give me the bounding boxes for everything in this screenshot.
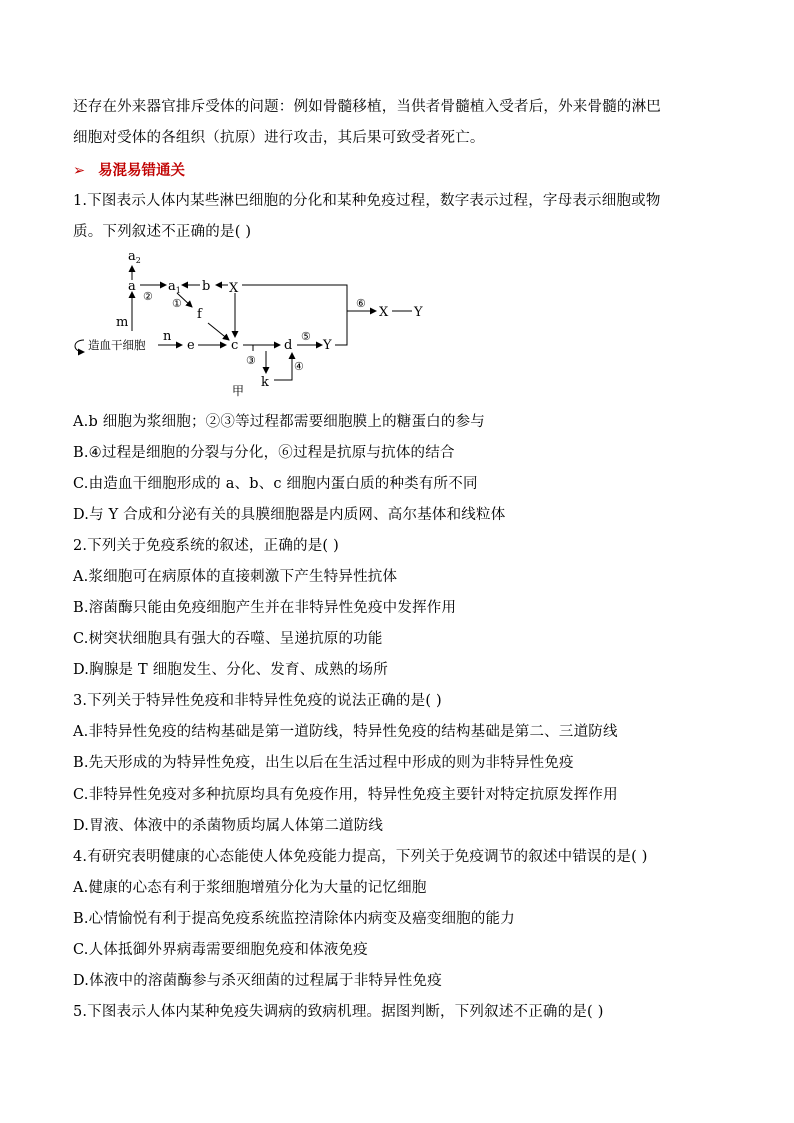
- step-5: ⑤: [301, 330, 311, 343]
- q1-stem-line-2: 质。下列叙述不正确的是( ): [73, 224, 252, 240]
- intro-line-2: 细胞对受体的各组织（抗原）进行攻击，其后果可致受者死亡。: [73, 130, 485, 146]
- label-c: c: [231, 338, 239, 353]
- label-x-right: X: [379, 305, 389, 320]
- q2-option-c: C.树突状细胞具有强大的吞噬、呈递抗原的功能: [73, 631, 383, 647]
- step-2: ②: [143, 290, 153, 303]
- q3-option-d: D.胃液、体液中的杀菌物质均属人体第二道防线: [73, 818, 384, 834]
- q2-option-a: A.浆细胞可在病原体的直接刺激下产生特异性抗体: [73, 569, 398, 585]
- q2-option-d: D.胸腺是 T 细胞发生、分化、发育、成熟的场所: [73, 662, 388, 678]
- arrow-f-to-c: [208, 323, 229, 340]
- step-3: ③: [246, 354, 256, 367]
- q4-option-b: B.心情愉悦有利于提高免疫系统监控清除体内病变及癌变细胞的能力: [73, 911, 515, 927]
- label-a: a: [128, 279, 136, 294]
- label-a2: $a_2$: [128, 249, 141, 265]
- connector-y-right: [335, 308, 347, 345]
- connector-x-top: [242, 285, 347, 308]
- intro-line-1: 还存在外来器官排斥受体的问题：例如骨髓移植，当供者骨髓植入受者后，外来骨髓的淋巴: [73, 99, 661, 115]
- q4-option-d: D.体液中的溶菌酶参与杀灭细菌的过程属于非特异性免疫: [73, 973, 442, 989]
- label-m: m: [116, 315, 129, 330]
- label-k: k: [261, 375, 269, 390]
- q4-option-c: C.人体抵御外界病毒需要细胞免疫和体液免疫: [73, 942, 368, 958]
- step-1: ①: [172, 297, 182, 310]
- q1-option-b: B.④过程是细胞的分裂与分化，⑥过程是抗原与抗体的结合: [73, 445, 455, 461]
- immune-process-diagram: [70, 248, 470, 398]
- q3-option-b: B.先天形成的为特异性免疫，出生以后在生活过程中形成的则为非特异性免疫: [73, 755, 574, 771]
- label-y-right: Y: [414, 305, 423, 320]
- q3-stem: 3.下列关于特异性免疫和非特异性免疫的说法正确的是( ): [73, 693, 442, 709]
- label-x-top: X: [229, 281, 239, 296]
- section-heading: [73, 159, 185, 180]
- label-y-mid: Y: [323, 338, 332, 353]
- label-hematopoietic-stem-cell: 造血干细胞: [88, 338, 146, 352]
- label-e: e: [187, 338, 195, 353]
- self-renewal-loop: [75, 340, 84, 352]
- q1-option-a: A.b 细胞为浆细胞；②③等过程都需要细胞膜上的糖蛋白的参与: [73, 414, 485, 430]
- label-d: d: [284, 338, 293, 353]
- q1-stem-line-1: 1.下图表示人体内某些淋巴细胞的分化和某种免疫过程，数字表示过程，字母表示细胞或物: [73, 193, 661, 209]
- section-title: 易混易错通关: [98, 163, 186, 179]
- arrow-k-to-d: [274, 353, 292, 380]
- label-a1: $a_1$: [168, 279, 181, 295]
- q3-option-a: A.非特异性免疫的结构基础是第一道防线，特异性免疫的结构基础是第二、三道防线: [73, 724, 618, 740]
- step-6: ⑥: [356, 297, 366, 310]
- q2-stem: 2.下列关于免疫系统的叙述，正确的是( ): [73, 538, 339, 554]
- q3-option-c: C.非特异性免疫对多种抗原均具有免疫作用，特异性免疫主要针对特定抗原发挥作用: [73, 787, 618, 803]
- q4-option-a: A.健康的心态有利于浆细胞增殖分化为大量的记忆细胞: [73, 880, 427, 896]
- diagram-caption: 甲: [232, 384, 245, 398]
- q4-stem: 4.有研究表明健康的心态能使人体免疫能力提高，下列关于免疫调节的叙述中错误的是( ): [73, 849, 648, 865]
- q2-option-b: B.溶菌酶只能由免疫细胞产生并在非特异性免疫中发挥作用: [73, 600, 457, 616]
- label-b: b: [202, 279, 211, 294]
- label-n: n: [163, 329, 172, 344]
- q5-stem: 5.下图表示人体内某种免疫失调病的致病机理。据图判断，下列叙述不正确的是( ): [73, 1004, 604, 1020]
- q1-option-d: D.与 Y 合成和分泌有关的具膜细胞器是内质网、高尔基体和线粒体: [73, 507, 506, 523]
- step-4: ④: [294, 360, 304, 373]
- label-f: f: [197, 307, 202, 322]
- q1-option-c: C.由造血干细胞形成的 a、b、c 细胞内蛋白质的种类有所不同: [73, 476, 478, 492]
- section-arrow-icon: ➢: [73, 163, 86, 179]
